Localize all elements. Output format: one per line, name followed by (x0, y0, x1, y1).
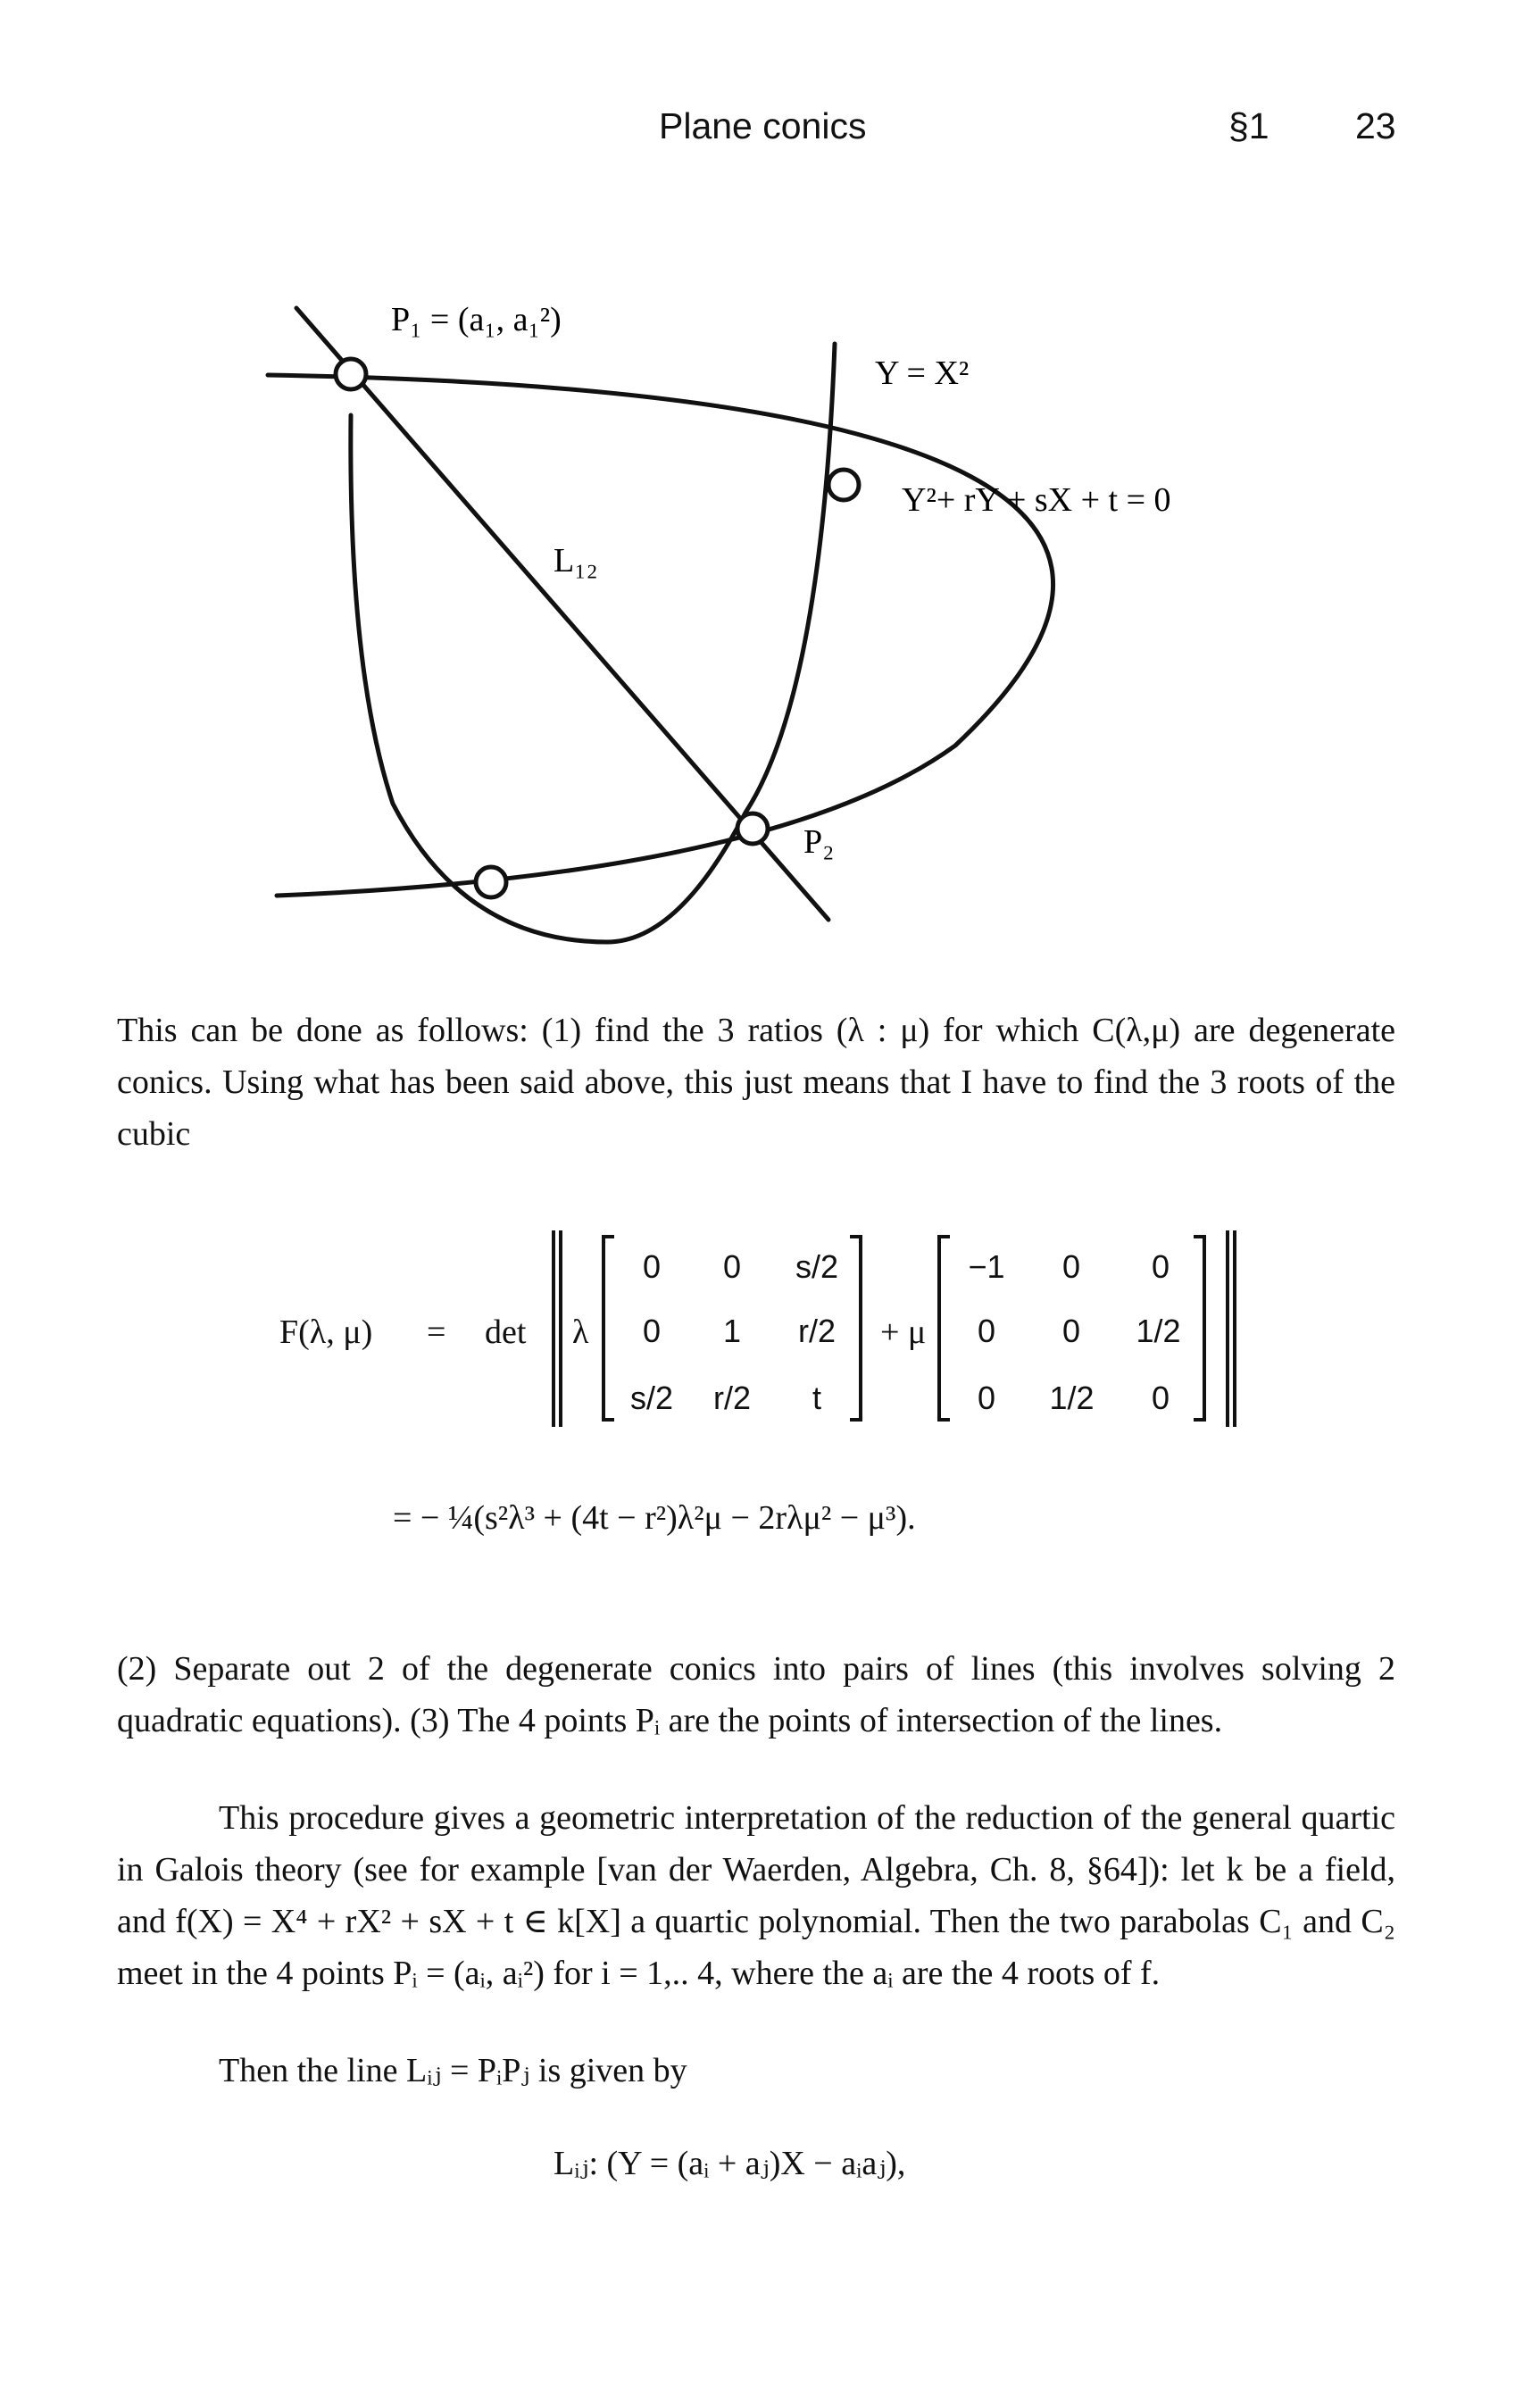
matrix-b-cell: 0 (1061, 1313, 1081, 1349)
matrix-b-cell: 0 (977, 1313, 996, 1349)
matrix-b-cell: 0 (977, 1380, 996, 1416)
matrix-a-cell: s/2 (629, 1380, 674, 1416)
running-title: Plane conics (659, 105, 867, 146)
final-equation: Lᵢⱼ: (Y = (aᵢ + aⱼ)X − aᵢaⱼ), (554, 2145, 906, 2182)
point-p2 (737, 813, 768, 844)
label-line: L₁₂ (554, 542, 598, 579)
label-p2: P₂ (803, 823, 835, 861)
matrix-a-cell: r/2 (797, 1313, 836, 1349)
label-p1: P₁ = (a₁, a₁²) (391, 301, 562, 338)
paragraph-4: Then the line Lᵢⱼ = PᵢPⱼ is given by (219, 2052, 687, 2089)
matrix-a-cell: 0 (722, 1248, 742, 1285)
equation-lambda: λ (572, 1313, 589, 1351)
page-number: 23 (1355, 105, 1396, 146)
conics-figure (0, 0, 1540, 1000)
matrix-a-cell: s/2 (795, 1248, 839, 1285)
equation-lhs: F(λ, μ) (279, 1313, 373, 1351)
matrix-b-cell: 0 (1151, 1248, 1170, 1285)
paragraph-1: This can be done as follows: (1) find the 3 ratios (λ : μ) for which C(λ,μ) are degenerate conics. Using what has been said above, this just means that I have to find the 3 roots of the cubic (117, 1012, 1395, 1153)
matrix-a-cell: r/2 (712, 1380, 751, 1416)
matrix-a-cell: t (812, 1380, 821, 1416)
parabola-y-x2 (351, 344, 835, 942)
parabola-conic (268, 375, 1053, 896)
equation-equals: = (427, 1313, 446, 1351)
paragraph-2: (2) Separate out 2 of the degenerate conics into pairs of lines (this involves solving 2 quadratic equations). (3) The 4 points Pᵢ are the points of intersection of the lines. (117, 1650, 1395, 1739)
paragraph-3: This procedure gives a geometric interpretation of the reduction of the general quartic in Galois theory (see for example [van der Waerden, Algebra, Ch. 8, §64]): let k be a field, and f(X) = X⁴ + rX² + sX + t ∈ k[X] a quartic polynomial. Then the two parabolas C₁ and C₂ meet in the 4 points Pᵢ = (aᵢ, aᵢ²) for i = 1,.. 4, where the aᵢ are the 4 roots of f. (117, 1799, 1395, 1992)
matrix-b-cell: 0 (1151, 1380, 1170, 1416)
matrix-b-cell: −1 (968, 1248, 1005, 1285)
matrix-b-cell: 1/2 (1136, 1313, 1181, 1349)
matrix-a-cell: 0 (642, 1248, 662, 1285)
matrix-b-cell: 0 (1061, 1248, 1081, 1285)
matrix-a-cell: 0 (642, 1313, 662, 1349)
equation-plus-mu: + μ (880, 1313, 927, 1351)
section-number: §1 (1228, 105, 1269, 146)
equation-det: det (485, 1313, 527, 1351)
equation-result: = − ¼(s²λ³ + (4t − r²)λ²μ − 2rλμ² − μ³). (393, 1499, 916, 1537)
point-lower-left (476, 867, 506, 897)
point-p1 (336, 359, 366, 389)
label-conic: Y²+ rY + sX + t = 0 (902, 481, 1171, 519)
matrix-b-cell: 1/2 (1049, 1380, 1095, 1416)
label-parabola: Y = X² (875, 354, 970, 392)
matrix-a-cell: 1 (722, 1313, 742, 1349)
point-upper-right (828, 470, 859, 500)
